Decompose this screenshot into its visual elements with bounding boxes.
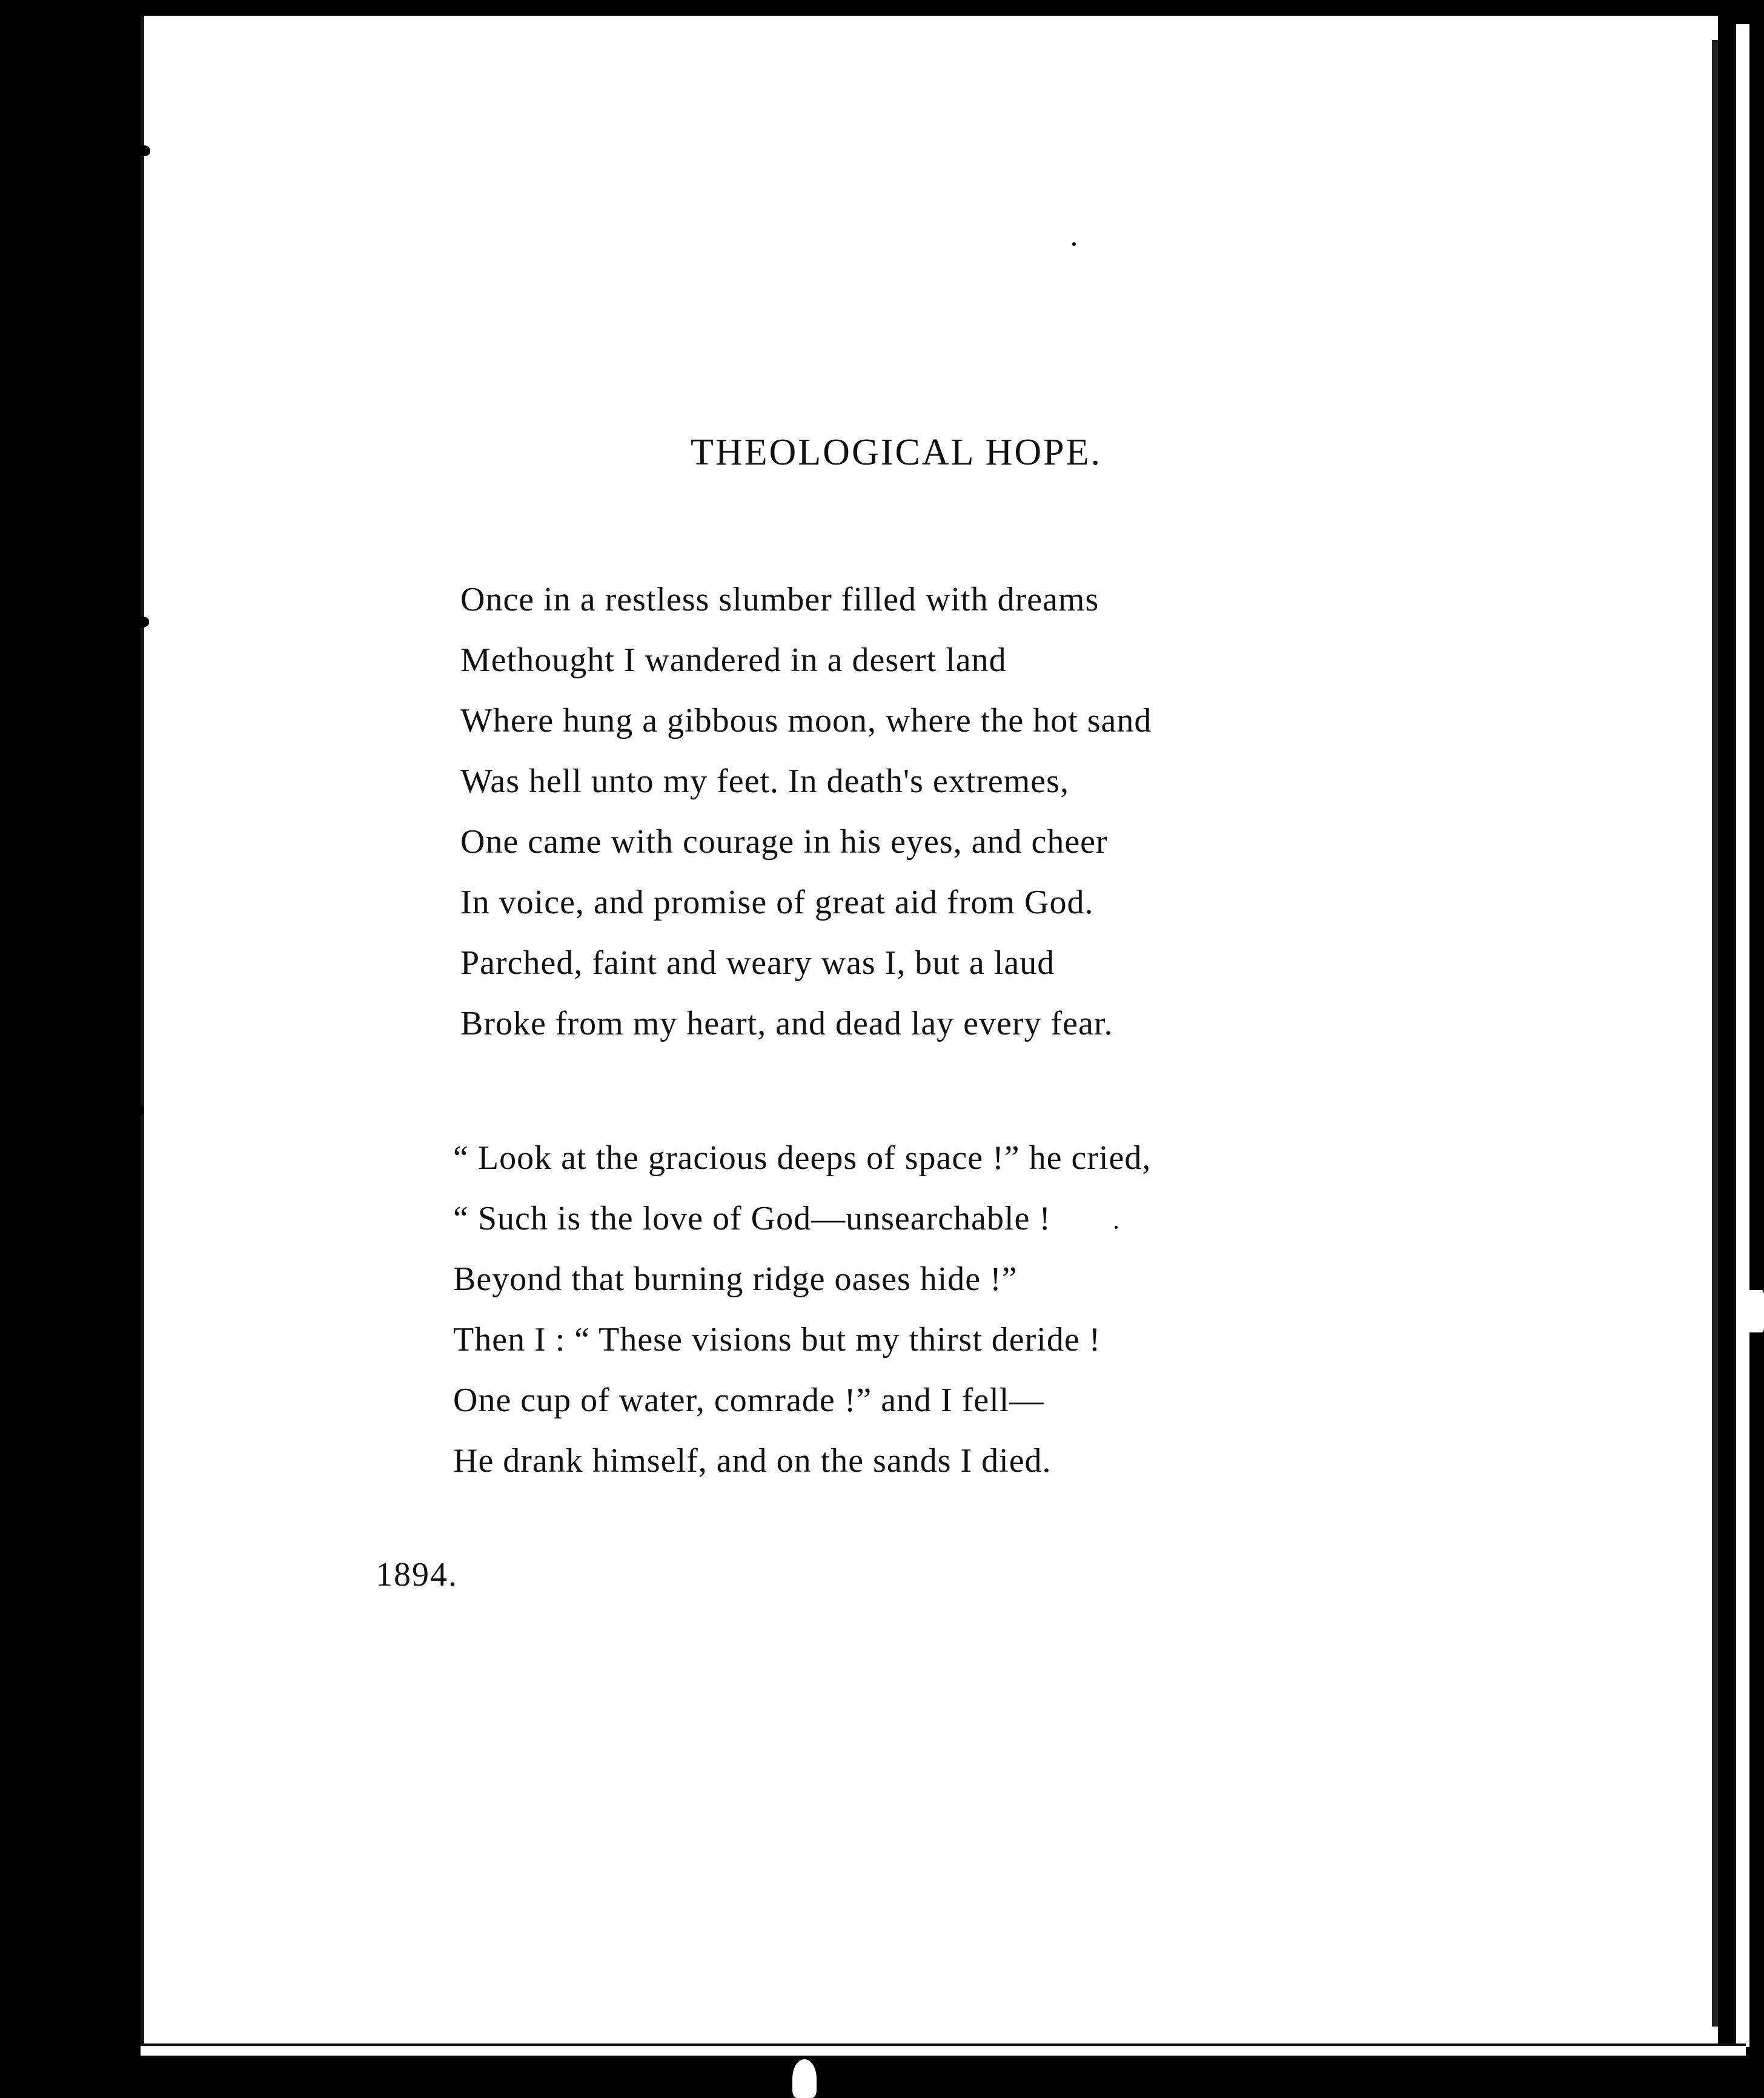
poem-line: Where hung a gibbous moon, where the hot sand (460, 702, 1152, 740)
page-bottom-edge (141, 2043, 1746, 2056)
page-right-edge (1712, 40, 1718, 2027)
poem-line: “ Such is the love of God—unsearchable ! (453, 1200, 1052, 1237)
poem-line: Methought I wandered in a desert land (460, 641, 1007, 679)
poem-line: Once in a restless slumber filled with dreams (460, 581, 1099, 618)
poem-line: In voice, and promise of great aid from God. (460, 884, 1094, 921)
poem-stanza-2 (453, 1128, 1151, 1491)
poem-line: “ Look at the gracious deeps of space !” he cried, (453, 1139, 1152, 1177)
poem-line: Broke from my heart, and dead lay every fear. (460, 1005, 1113, 1042)
binding-stitch (124, 1535, 141, 1546)
poem-title: THEOLOGICAL HOPE. (691, 432, 1102, 473)
poem-stanza-1 (460, 569, 1152, 1054)
poem-line: Was hell unto my feet. In death's extremes, (460, 763, 1069, 800)
facing-page-edge (1734, 24, 1749, 2047)
binding-stitch (127, 1105, 144, 1116)
page-tab-notch (1740, 1290, 1764, 1332)
binding-stitch (132, 617, 149, 627)
poem-line: Then I : “ These visions but my thirst deride ! (453, 1321, 1101, 1358)
print-speck (1072, 242, 1076, 246)
binding-stitch (125, 1993, 138, 2029)
poem-date: 1894. (376, 1556, 458, 1593)
binding-edge (141, 16, 144, 2043)
poem-line: Parched, faint and weary was I, but a laud (460, 944, 1055, 982)
binding-stitch (133, 145, 150, 156)
poem-line: Beyond that burning ridge oases hide !” (453, 1260, 1018, 1298)
poem-line: He drank himself, and on the sands I died. (453, 1442, 1052, 1480)
poem-line: One came with courage in his eyes, and cheer (460, 823, 1108, 861)
poem-line: One cup of water, comrade !” and I fell— (453, 1382, 1044, 1419)
page-bottom-notch (792, 2059, 817, 2098)
